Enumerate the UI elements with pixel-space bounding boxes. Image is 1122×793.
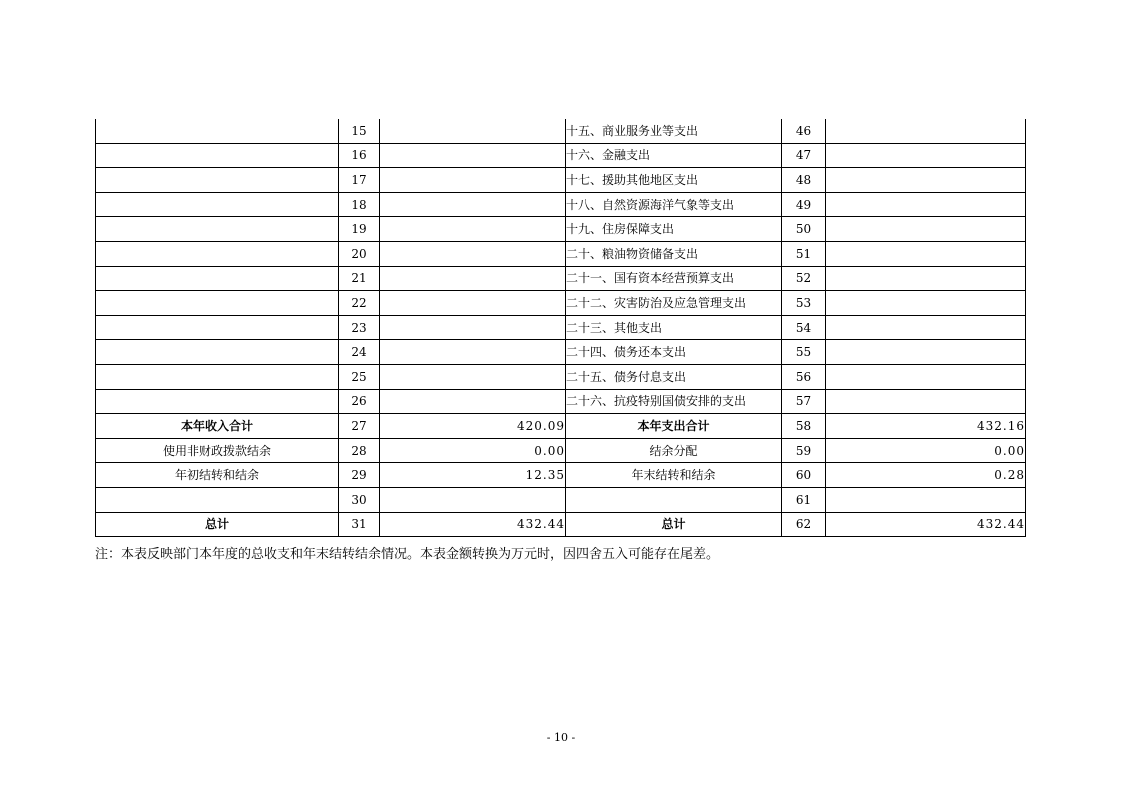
income-line-number-cell: 31 xyxy=(339,512,380,537)
expense-amount-cell xyxy=(826,241,1026,266)
expense-line-number-cell: 54 xyxy=(782,315,826,340)
income-expense-table xyxy=(95,119,1026,537)
expense-name-cell: 年末结转和结余 xyxy=(566,463,782,488)
expense-line-number-cell: 61 xyxy=(782,487,826,512)
expense-name-cell: 十七、援助其他地区支出 xyxy=(566,168,782,193)
expense-amount-cell xyxy=(826,487,1026,512)
income-line-number-cell: 26 xyxy=(339,389,380,414)
expense-name-cell: 二十二、灾害防治及应急管理支出 xyxy=(566,291,782,316)
expense-line-number-cell: 62 xyxy=(782,512,826,537)
expense-amount-cell xyxy=(826,192,1026,217)
income-name-cell: 本年收入合计 xyxy=(96,414,339,439)
expense-line-number-cell: 48 xyxy=(782,168,826,193)
expense-line-number-cell: 49 xyxy=(782,192,826,217)
expense-name-cell: 二十六、抗疫特别国债安排的支出 xyxy=(566,389,782,414)
table-row xyxy=(96,315,1026,340)
table-row xyxy=(96,414,1026,439)
income-amount-cell xyxy=(380,487,566,512)
expense-amount-cell xyxy=(826,143,1026,168)
expense-name-cell: 本年支出合计 xyxy=(566,414,782,439)
table-row xyxy=(96,217,1026,242)
expense-amount-cell: 0.00 xyxy=(826,438,1026,463)
expense-name-cell: 十八、自然资源海洋气象等支出 xyxy=(566,192,782,217)
income-amount-cell xyxy=(380,291,566,316)
income-line-number-cell: 18 xyxy=(339,192,380,217)
expense-amount-cell xyxy=(826,266,1026,291)
expense-name-cell xyxy=(566,487,782,512)
expense-name-cell: 二十、粮油物资储备支出 xyxy=(566,241,782,266)
table-row xyxy=(96,291,1026,316)
expense-name-cell: 二十三、其他支出 xyxy=(566,315,782,340)
income-amount-cell: 12.35 xyxy=(380,463,566,488)
table-note: 注：本表反映部门本年度的总收支和年末结转结余情况。本表金额转换为万元时，因四舍五入可能存在尾差。 xyxy=(95,547,720,562)
income-line-number-cell: 30 xyxy=(339,487,380,512)
income-name-cell xyxy=(96,143,339,168)
income-name-cell xyxy=(96,241,339,266)
table-row xyxy=(96,340,1026,365)
income-amount-cell xyxy=(380,340,566,365)
expense-line-number-cell: 59 xyxy=(782,438,826,463)
income-line-number-cell: 19 xyxy=(339,217,380,242)
expense-line-number-cell: 52 xyxy=(782,266,826,291)
income-line-number-cell: 15 xyxy=(339,119,380,143)
expense-amount-cell xyxy=(826,315,1026,340)
income-line-number-cell: 28 xyxy=(339,438,380,463)
table-row xyxy=(96,192,1026,217)
expense-amount-cell xyxy=(826,119,1026,143)
expense-name-cell: 结余分配 xyxy=(566,438,782,463)
income-amount-cell xyxy=(380,143,566,168)
expense-line-number-cell: 58 xyxy=(782,414,826,439)
income-line-number-cell: 27 xyxy=(339,414,380,439)
income-line-number-cell: 17 xyxy=(339,168,380,193)
table-row xyxy=(96,266,1026,291)
income-name-cell: 总计 xyxy=(96,512,339,537)
table-row xyxy=(96,168,1026,193)
expense-line-number-cell: 60 xyxy=(782,463,826,488)
expense-line-number-cell: 47 xyxy=(782,143,826,168)
expense-amount-cell xyxy=(826,291,1026,316)
income-amount-cell: 420.09 xyxy=(380,414,566,439)
income-line-number-cell: 16 xyxy=(339,143,380,168)
income-name-cell: 使用非财政拨款结余 xyxy=(96,438,339,463)
income-amount-cell: 432.44 xyxy=(380,512,566,537)
income-line-number-cell: 24 xyxy=(339,340,380,365)
income-amount-cell xyxy=(380,389,566,414)
income-line-number-cell: 25 xyxy=(339,364,380,389)
table-row xyxy=(96,512,1026,537)
income-name-cell xyxy=(96,487,339,512)
income-name-cell xyxy=(96,364,339,389)
page-number: - 10 - xyxy=(546,731,576,744)
expense-amount-cell: 432.16 xyxy=(826,414,1026,439)
expense-amount-cell xyxy=(826,168,1026,193)
income-amount-cell xyxy=(380,217,566,242)
table-row xyxy=(96,241,1026,266)
expense-amount-cell xyxy=(826,364,1026,389)
income-name-cell xyxy=(96,389,339,414)
income-line-number-cell: 20 xyxy=(339,241,380,266)
expense-line-number-cell: 46 xyxy=(782,119,826,143)
table-row xyxy=(96,463,1026,488)
expense-line-number-cell: 57 xyxy=(782,389,826,414)
table-row xyxy=(96,364,1026,389)
expense-line-number-cell: 56 xyxy=(782,364,826,389)
expense-line-number-cell: 50 xyxy=(782,217,826,242)
expense-amount-cell: 0.28 xyxy=(826,463,1026,488)
income-name-cell xyxy=(96,192,339,217)
income-amount-cell xyxy=(380,364,566,389)
income-name-cell xyxy=(96,168,339,193)
expense-name-cell: 总计 xyxy=(566,512,782,537)
income-line-number-cell: 29 xyxy=(339,463,380,488)
income-line-number-cell: 22 xyxy=(339,291,380,316)
income-amount-cell xyxy=(380,168,566,193)
income-amount-cell xyxy=(380,266,566,291)
table-row xyxy=(96,438,1026,463)
expense-name-cell: 十五、商业服务业等支出 xyxy=(566,119,782,143)
expense-name-cell: 二十一、国有资本经营预算支出 xyxy=(566,266,782,291)
income-amount-cell xyxy=(380,315,566,340)
expense-line-number-cell: 55 xyxy=(782,340,826,365)
income-line-number-cell: 21 xyxy=(339,266,380,291)
expense-name-cell: 十六、金融支出 xyxy=(566,143,782,168)
income-name-cell xyxy=(96,266,339,291)
income-amount-cell xyxy=(380,192,566,217)
expense-amount-cell: 432.44 xyxy=(826,512,1026,537)
table-row xyxy=(96,487,1026,512)
income-name-cell xyxy=(96,340,339,365)
expense-amount-cell xyxy=(826,340,1026,365)
expense-name-cell: 二十五、债务付息支出 xyxy=(566,364,782,389)
expense-amount-cell xyxy=(826,217,1026,242)
table-row xyxy=(96,143,1026,168)
income-name-cell xyxy=(96,315,339,340)
expense-line-number-cell: 53 xyxy=(782,291,826,316)
income-line-number-cell: 23 xyxy=(339,315,380,340)
income-name-cell xyxy=(96,217,339,242)
income-name-cell xyxy=(96,119,339,143)
income-name-cell xyxy=(96,291,339,316)
table-row xyxy=(96,119,1026,143)
expense-name-cell: 二十四、债务还本支出 xyxy=(566,340,782,365)
table-body xyxy=(96,119,1026,537)
income-amount-cell: 0.00 xyxy=(380,438,566,463)
expense-amount-cell xyxy=(826,389,1026,414)
income-amount-cell xyxy=(380,119,566,143)
expense-line-number-cell: 51 xyxy=(782,241,826,266)
expense-name-cell: 十九、住房保障支出 xyxy=(566,217,782,242)
income-amount-cell xyxy=(380,241,566,266)
table-row xyxy=(96,389,1026,414)
income-name-cell: 年初结转和结余 xyxy=(96,463,339,488)
